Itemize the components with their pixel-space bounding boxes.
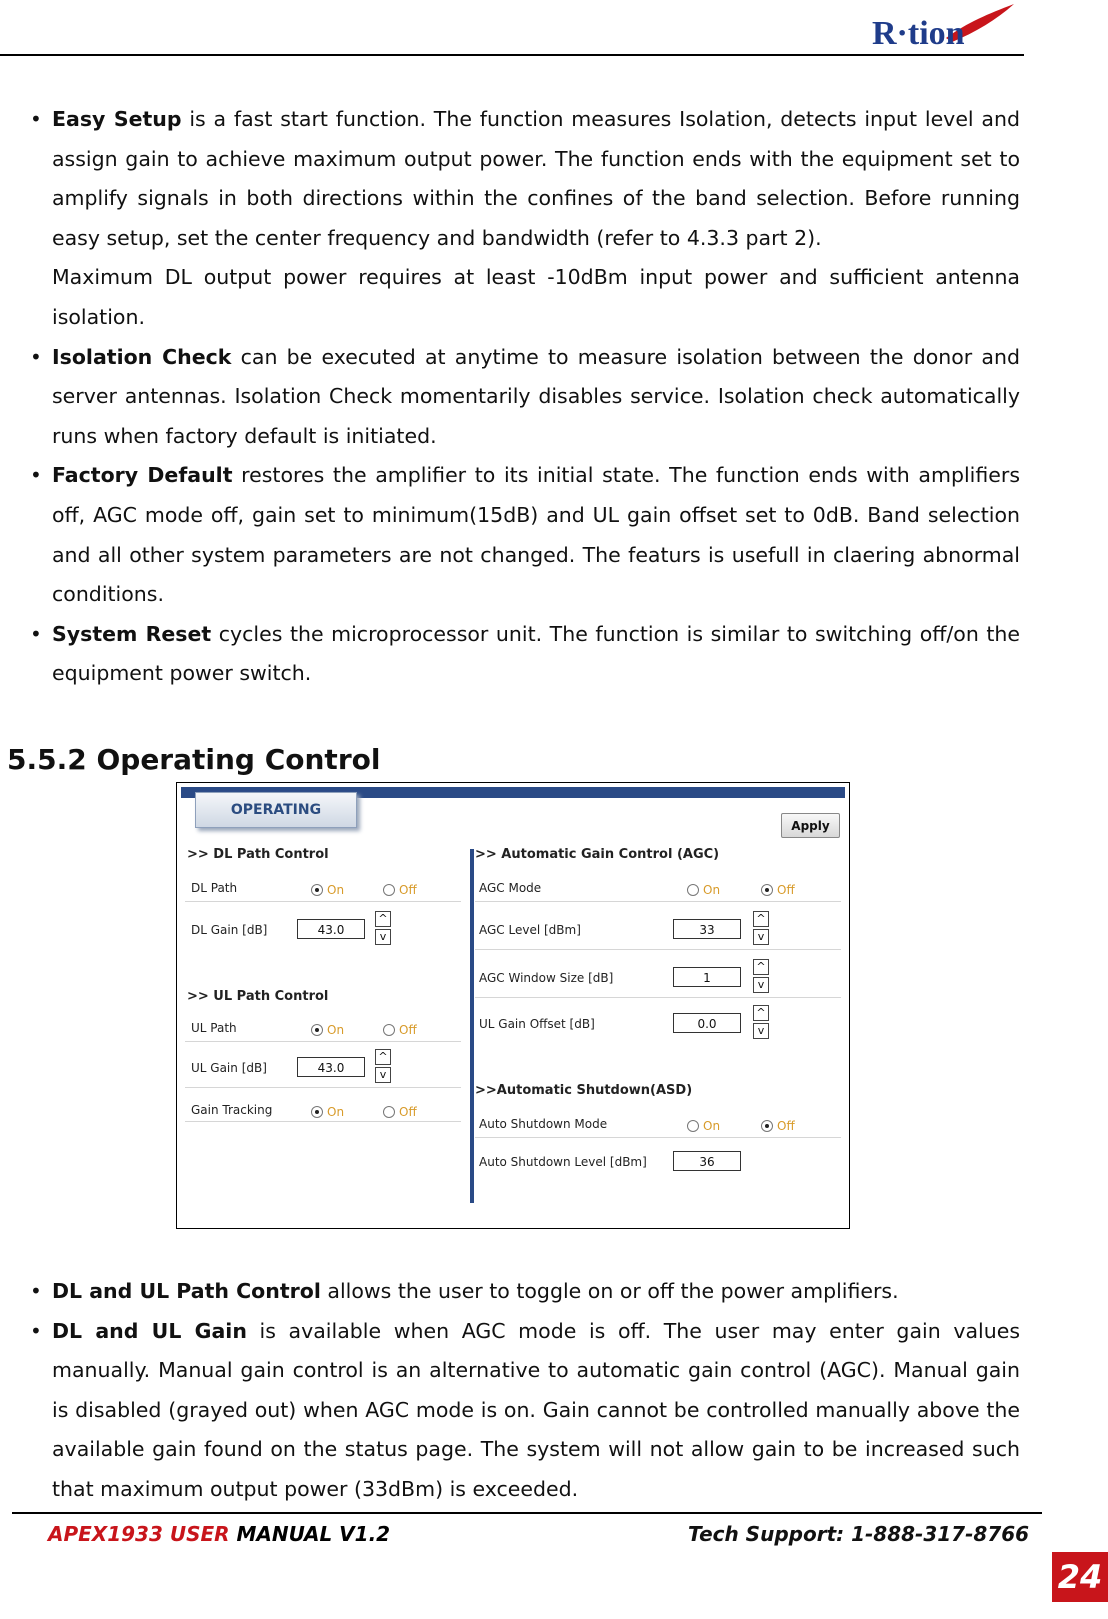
dl-gain-input[interactable]: 43.0 — [297, 919, 365, 939]
agc-level-down-button[interactable]: v — [753, 929, 769, 945]
bullet-factory-default: • Factory Default restores the amplifier to its initial state. The function ends with amplifiers off, AGC mode off, gain set to minimum(15dB) and UL gain offset set to 0dB. Band selection and all other system parameters are not changed. The featurs is usefull in claering abnormal conditions. — [30, 456, 1020, 614]
column-divider — [470, 849, 474, 1203]
rtion-logo — [868, 2, 1016, 52]
ul-gain-up-button[interactable]: ^ — [375, 1049, 391, 1065]
agc-level-input[interactable]: 33 — [673, 919, 741, 939]
radio-selected-icon — [311, 1106, 323, 1118]
dl-path-off-radio[interactable]: Off — [383, 879, 417, 898]
separator — [185, 901, 461, 902]
agc-mode-label: AGC Mode — [479, 881, 542, 895]
asd-mode-label: Auto Shutdown Mode — [479, 1117, 608, 1131]
agc-window-label: AGC Window Size [dB] — [479, 971, 614, 985]
header-rule — [0, 54, 1024, 56]
footer-rule — [12, 1512, 1042, 1514]
tab-operating[interactable]: OPERATING — [195, 792, 357, 828]
ul-path-off-radio[interactable]: Off — [383, 1019, 417, 1038]
agc-level-label: AGC Level [dBm] — [479, 923, 581, 937]
asd-mode-off-radio[interactable]: Off — [761, 1115, 795, 1134]
ul-gain-offset-input[interactable]: 0.0 — [673, 1013, 741, 1033]
separator — [475, 1137, 841, 1138]
page-number: 24 — [1052, 1552, 1108, 1602]
bullet-easy-setup: • Easy Setup is a fast start function. The function measures Isolation, detects input level and assign gain to achieve maximum output power. The function ends with the equipment set to amplify signals in both directions within the confines of the band selection. Before running easy setup, set the center frequency and bandwidth (refer to 4.3.3 part 2). — [30, 100, 1020, 258]
radio-empty-icon — [687, 1120, 699, 1132]
easy-setup-note: Maximum DL output power requires at least -10dBm input power and sufficient antenna isolation. — [52, 265, 1020, 329]
separator — [185, 1041, 461, 1042]
tech-support: Tech Support: 1-888-317-8766 — [688, 1522, 1030, 1546]
agc-heading: >> Automatic Gain Control (AGC) — [475, 847, 720, 862]
radio-selected-icon — [311, 884, 323, 896]
dl-gain-label: DL Gain [dB] — [191, 923, 268, 937]
agc-window-down-button[interactable]: v — [753, 977, 769, 993]
radio-empty-icon — [383, 1024, 395, 1036]
bullet-isolation-check: • Isolation Check can be executed at anytime to measure isolation between the donor and server antennas. Isolation Check momentarily disables service. Isolation check automatically runs when factory default is initiated. — [30, 338, 1020, 457]
ul-path-on-radio[interactable]: On — [311, 1019, 344, 1038]
ul-gain-offset-up-button[interactable]: ^ — [753, 1005, 769, 1021]
ul-gain-down-button[interactable]: v — [375, 1067, 391, 1083]
manual-title: APEX1933 USER MANUAL V1.2 — [48, 1522, 391, 1546]
radio-selected-icon — [311, 1024, 323, 1036]
radio-selected-icon — [761, 1120, 773, 1132]
asd-mode-on-radio[interactable]: On — [687, 1115, 720, 1134]
operating-control-screenshot — [176, 782, 850, 1229]
section-title: 5.5.2 Operating Control — [7, 743, 381, 776]
agc-mode-off-radio[interactable]: Off — [761, 879, 795, 898]
gain-tracking-on-radio[interactable]: On — [311, 1101, 344, 1120]
separator — [185, 1087, 461, 1088]
radio-empty-icon — [687, 884, 699, 896]
ul-gain-input[interactable]: 43.0 — [297, 1057, 365, 1077]
agc-window-input[interactable]: 1 — [673, 967, 741, 987]
asd-level-label: Auto Shutdown Level [dBm] — [479, 1155, 647, 1169]
separator — [475, 901, 841, 902]
asd-level-input[interactable]: 36 — [673, 1151, 741, 1171]
ul-gain-offset-down-button[interactable]: v — [753, 1023, 769, 1039]
separator — [185, 1121, 461, 1122]
ul-path-label: UL Path — [191, 1021, 237, 1035]
radio-empty-icon — [383, 884, 395, 896]
bullet-system-reset: • System Reset cycles the microprocessor unit. The function is similar to switching off/on the equipment power switch. — [30, 615, 1020, 694]
logo-text: R·tion — [872, 15, 965, 52]
dl-path-label: DL Path — [191, 881, 238, 895]
intro-bullets — [30, 100, 1020, 694]
ul-gain-label: UL Gain [dB] — [191, 1061, 267, 1075]
agc-window-up-button[interactable]: ^ — [753, 959, 769, 975]
dl-path-control-heading: >> DL Path Control — [187, 847, 329, 862]
asd-heading: >>Automatic Shutdown(ASD) — [475, 1083, 693, 1098]
gain-tracking-label: Gain Tracking — [191, 1103, 273, 1117]
apply-button[interactable]: Apply — [781, 813, 840, 838]
separator — [475, 997, 841, 998]
ul-gain-offset-label: UL Gain Offset [dB] — [479, 1017, 595, 1031]
dl-path-on-radio[interactable]: On — [311, 879, 344, 898]
dl-gain-up-button[interactable]: ^ — [375, 911, 391, 927]
separator — [475, 949, 841, 950]
agc-level-up-button[interactable]: ^ — [753, 911, 769, 927]
bullet-path-control: • DL and UL Path Control allows the user to toggle on or off the power amplifiers. — [30, 1272, 1020, 1312]
radio-empty-icon — [383, 1106, 395, 1118]
gain-tracking-off-radio[interactable]: Off — [383, 1101, 417, 1120]
dl-gain-down-button[interactable]: v — [375, 929, 391, 945]
agc-mode-on-radio[interactable]: On — [687, 879, 720, 898]
ul-path-control-heading: >> UL Path Control — [187, 989, 329, 1004]
control-bullets — [30, 1272, 1020, 1510]
bullet-gain: • DL and UL Gain is available when AGC mode is off. The user may enter gain values manually. Manual gain control is an alternative to automatic gain control (AGC). Manual gain is disabled (grayed out) when AGC mode is on. Gain cannot be controlled manually above the available gain found on the status page. The system will not allow gain to be increased such that maximum output power (33dBm) is exceeded. — [30, 1312, 1020, 1510]
radio-selected-icon — [761, 884, 773, 896]
